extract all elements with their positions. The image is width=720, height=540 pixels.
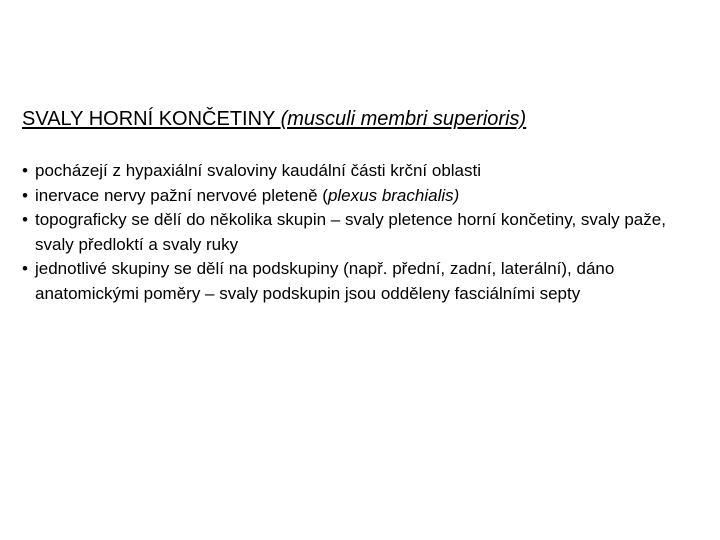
bullet-item [22, 159, 682, 184]
bullet-text-latin: plexus brachialis) [327, 185, 460, 205]
bullet-text: inervace nervy pažní nervové pleteně ( [35, 185, 328, 205]
bullet-marker: • [22, 185, 28, 205]
bullet-marker: • [22, 210, 28, 229]
slide-title [22, 106, 702, 132]
bullet-marker: • [22, 161, 28, 180]
bullet-text: topograficky se dělí do několika skupin – svaly pletence horní končetiny, svaly paže, svaly předloktí a svaly ruky [35, 210, 666, 254]
bullet-item [22, 184, 682, 209]
bullet-item [22, 208, 682, 257]
bullet-text: pocházejí z hypaxiální svaloviny kaudální části krční oblasti [35, 161, 482, 180]
bullet-text: jednotlivé skupiny se dělí na podskupiny (např. přední, zadní, laterální), dáno anatomickými poměry – svaly podskupin jsou odděleny fasciálními septy [35, 259, 615, 303]
title-main: SVALY HORNÍ KONČETINY [22, 108, 276, 130]
title-latin: (musculi membri superioris) [280, 108, 527, 130]
bullet-item [22, 257, 682, 306]
bullet-marker: • [22, 259, 28, 278]
bullet-list [22, 159, 682, 306]
